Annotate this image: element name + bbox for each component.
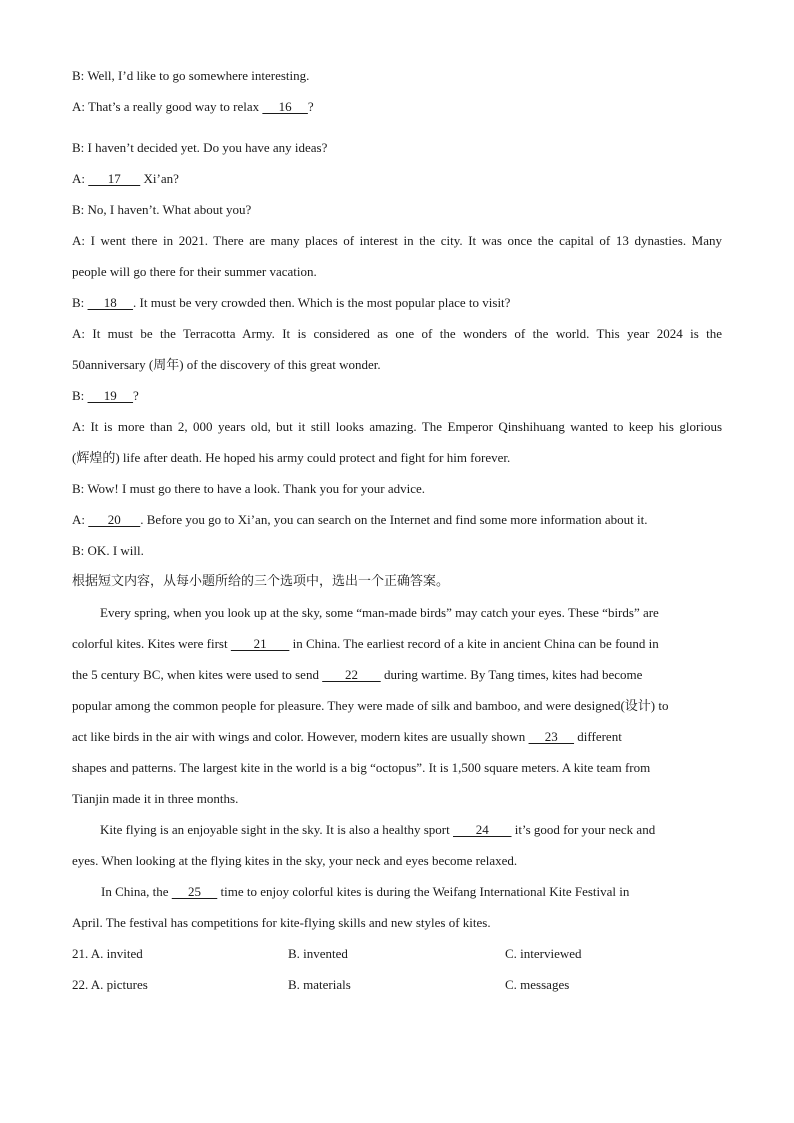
speaker-label: B: [72,388,85,403]
speaker-label: A: [72,233,85,248]
dialogue-text: Xi’an? [140,171,179,186]
option-a[interactable]: 22. A. pictures [72,977,148,992]
dialogue-text: people will go there for their summer vacation. [72,264,317,279]
answer-blank[interactable]: 17 [88,171,141,186]
speaker-label: A: [72,419,85,434]
dialogue-line [72,97,722,138]
passage-line [72,913,722,944]
passage-text: during wartime. By Tang times, kites had become [380,667,643,682]
speaker-label: A: [72,512,85,527]
passage-line [72,603,722,634]
answer-blank[interactable]: 19 [87,388,134,403]
passage-text: Kite flying is an enjoyable sight in the sky. It is also a healthy sport [100,822,453,837]
passage-line [72,820,722,851]
dialogue-text: Wow! I must go there to have a look. Thank you for your advice. [87,481,426,496]
passage-text: Every spring, when you look up at the sky, some “man-made birds” may catch your eyes. These “birds” are [100,605,659,620]
option-c[interactable]: C. messages [505,977,570,992]
passage-line [72,727,722,758]
dialogue-text: It is more than 2, 000 years old, but it still looks amazing. The Emperor Qinshihuang wanted to keep his glorious [90,419,722,434]
passage-line [72,634,722,665]
passage-text: popular among the common people for pleasure. They were made of silk and bamboo, and were designed(设计) to [72,698,669,713]
dialogue-text: That’s a really good way to relax [88,99,263,114]
passage-line [72,882,722,913]
answer-options [72,944,722,1006]
question-row [72,975,722,1006]
passage-text: eyes. When looking at the flying kites in the sky, your neck and eyes become relaxed. [72,853,518,868]
answer-blank[interactable]: 25 [171,884,218,899]
dialogue-line [72,355,722,386]
dialogue-text: ? [133,388,139,403]
dialogue-line [72,417,722,448]
reading-passage [72,603,722,944]
dialogue-line [72,448,722,479]
dialogue-text: 50anniversary (周年) of the discovery of this great wonder. [72,357,381,372]
dialogue-line [72,169,722,200]
dialogue-line [72,66,722,97]
dialogue-line [72,386,722,417]
dialogue-line [72,262,722,293]
dialogue-line [72,138,722,169]
speaker-label: B: [72,481,85,496]
exam-page [72,66,722,1006]
passage-text: time to enjoy colorful kites is during the Weifang International Kite Festival in [217,884,630,899]
dialogue-line [72,293,722,324]
dialogue-text: . Before you go to Xi’an, you can search on the Internet and find some more information about it. [140,512,648,527]
dialogue-section [72,66,722,572]
speaker-label: B: [72,140,85,155]
passage-text: Tianjin made it in three months. [72,791,239,806]
passage-text: shapes and patterns. The largest kite in the world is a big “octopus”. It is 1,500 square meters. A kite team from [72,760,651,775]
answer-blank[interactable]: 16 [262,99,308,114]
speaker-label: B: [72,295,85,310]
passage-line [72,758,722,789]
passage-text: the 5 century BC, when kites were used to send [72,667,323,682]
answer-blank[interactable]: 18 [87,295,134,310]
dialogue-line [72,541,722,572]
speaker-label: A: [72,326,85,341]
passage-text: in China. The earliest record of a kite in ancient China can be found in [289,636,659,651]
passage-line [72,665,722,696]
dialogue-text: ? [307,99,314,114]
option-b[interactable]: B. invented [288,946,348,961]
speaker-label: A: [72,99,85,114]
passage-text: it’s good for your neck and [511,822,656,837]
answer-blank[interactable]: 24 [453,822,512,837]
question-row [72,944,722,975]
dialogue-text: No, I haven’t. What about you? [87,202,252,217]
dialogue-text: I haven’t decided yet. Do you have any ideas? [87,140,328,155]
dialogue-line [72,231,722,262]
answer-blank[interactable]: 21 [230,636,290,651]
speaker-label: B: [72,202,85,217]
answer-blank[interactable]: 22 [322,667,381,682]
dialogue-text: (辉煌的) life after death. He hoped his army could protect and fight for him forever. [72,450,511,465]
section-instruction: 根据短文内容，从每小题所给的三个选项中，选出一个正确答案。 [72,574,450,589]
option-b[interactable]: B. materials [288,977,351,992]
passage-line [72,696,722,727]
dialogue-line [72,510,722,541]
passage-line [72,789,722,820]
speaker-label: B: [72,68,85,83]
answer-blank[interactable]: 23 [528,729,575,744]
dialogue-text: It must be the Terracotta Army. It is considered as one of the wonders of the world. This year 2024 is the [92,326,722,341]
speaker-label: B: [72,543,85,558]
dialogue-text: Well, I’d like to go somewhere interesting. [87,68,310,83]
passage-text: April. The festival has competitions for kite-flying skills and new styles of kites. [72,915,491,930]
answer-blank[interactable]: 20 [88,512,141,527]
passage-text: act like birds in the air with wings and color. However, modern kites are usually shown [72,729,529,744]
dialogue-line [72,479,722,510]
speaker-label: A: [72,171,85,186]
dialogue-text: . It must be very crowded then. Which is the most popular place to visit? [133,295,511,310]
passage-line [72,851,722,882]
option-a[interactable]: 21. A. invited [72,946,143,961]
passage-text: In China, the [101,884,172,899]
option-c[interactable]: C. interviewed [505,946,582,961]
passage-text: colorful kites. Kites were first [72,636,231,651]
passage-text: different [574,729,622,744]
dialogue-line [72,324,722,355]
dialogue-text: OK. I will. [87,543,144,558]
dialogue-line [72,200,722,231]
dialogue-text: I went there in 2021. There are many places of interest in the city. It was once the capital of 13 dynasties. Many [90,233,722,248]
